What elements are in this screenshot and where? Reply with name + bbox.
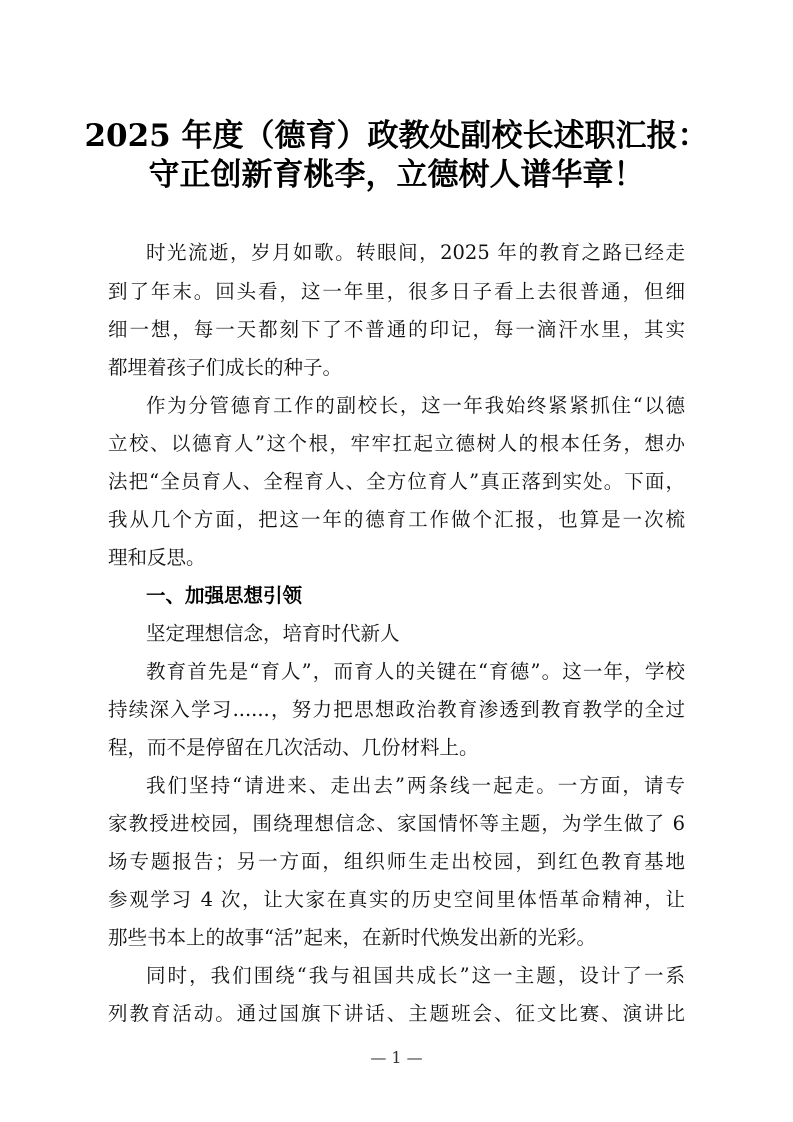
section-paragraph-1-line-2: 持续深入学习......，努力把思想政治教育渗透到教育教学的全过 [108,698,685,721]
paragraph-2-line-3: 法把“全员育人、全程育人、全方位育人”真正落到实处。下面， [108,470,685,493]
section-paragraph-2-line-1: 我们坚持“请进来、走出去”两条线一起走。一方面，请专 [146,774,685,797]
paragraph-1-line-2: 到了年末。回头看，这一年里，很多日子看上去很普通，但细 [108,280,685,303]
section-paragraph-1-line-1: 教育首先是“育人”，而育人的关键在“育德”。这一年，学校 [146,660,685,683]
paragraph-2-line-4: 我从几个方面，把这一年的德育工作做个汇报，也算是一次梳 [108,508,685,531]
paragraph-2-line-1: 作为分管德育工作的副校长，这一年我始终紧紧抓住“以德 [146,394,685,417]
paragraph-2-line-5: 理和反思。 [108,546,206,569]
paragraph-1-line-1: 时光流逝，岁月如歌。转眼间，2025 年的教育之路已经走 [146,241,685,264]
section-paragraph-3-line-2: 列教育活动。通过国旗下讲话、主题班会、征文比赛、演讲比 [108,1002,685,1025]
section-paragraph-2-line-2: 家教授进校园，围绕理想信念、家国情怀等主题，为学生做了 6 [108,812,685,835]
document-title-line-2: 守正创新育桃李，立德树人谱华章！ [148,157,645,193]
page-number: — 1 — [370,1048,423,1067]
document-title-line-1: 2025 年度（德育）政教处副校长述职汇报： [84,118,709,154]
section-paragraph-3-line-1: 同时，我们围绕“我与祖国共成长”这一主题，设计了一系 [146,964,685,987]
section-paragraph-2-line-3: 场专题报告；另一方面，组织师生走出校园，到红色教育基地 [108,850,685,873]
paragraph-2-line-2: 立校、以德育人”这个根，牢牢扛起立德树人的根本任务，想办 [108,432,685,455]
paragraph-1-line-3: 细一想，每一天都刻下了不普通的印记，每一滴汗水里，其实 [108,318,685,341]
section-paragraph-1-line-3: 程，而不是停留在几次活动、几份材料上。 [108,736,479,759]
section-paragraph-2-line-5: 那些书本上的故事“活”起来，在新时代焕发出新的光彩。 [108,926,596,949]
section-heading: 一、加强思想引领 [146,584,303,607]
subheading: 坚定理想信念，培育时代新人 [146,622,400,645]
section-paragraph-2-line-4: 参观学习 4 次，让大家在真实的历史空间里体悟革命精神，让 [108,888,685,911]
paragraph-1-line-4: 都埋着孩子们成长的种子。 [108,356,343,379]
